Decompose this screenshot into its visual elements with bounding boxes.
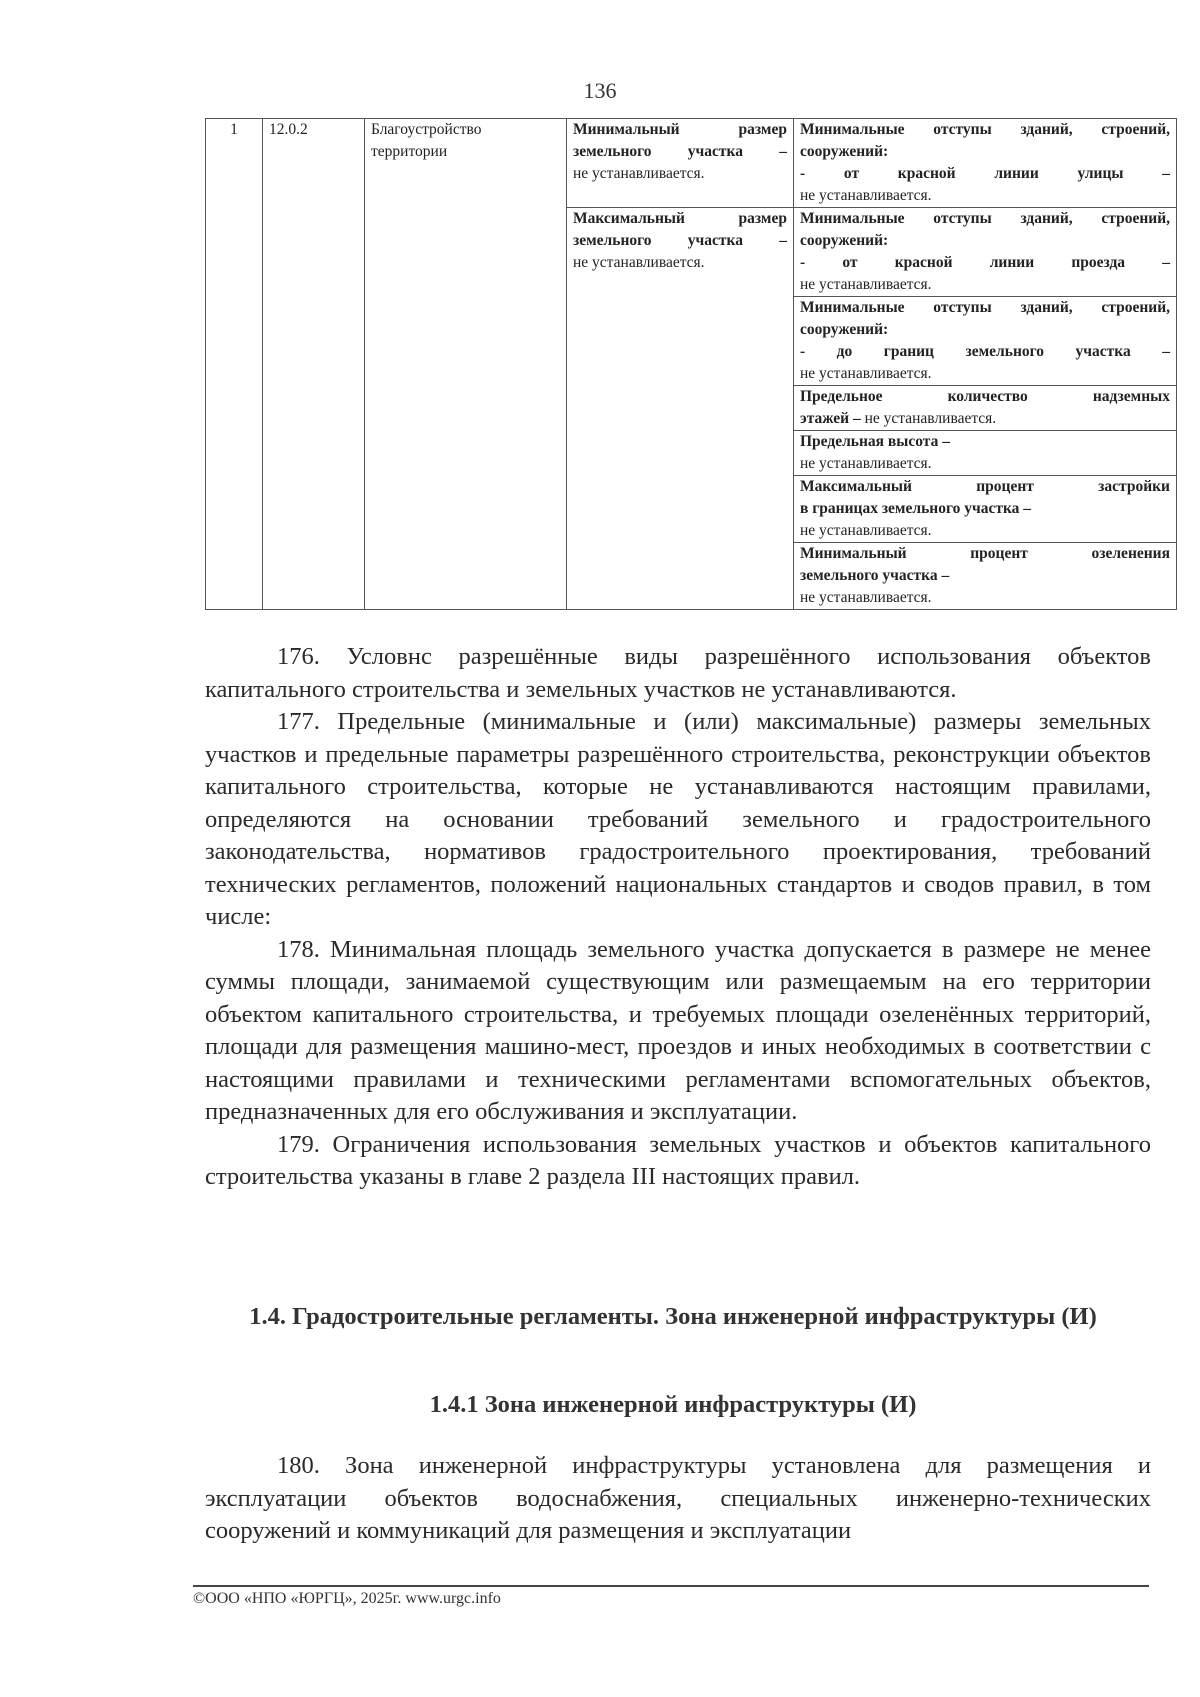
param-line2: в границах земельного участка – — [800, 500, 1032, 517]
param-value: не устанавливается. — [800, 455, 932, 472]
param-value: не устанавливается. — [800, 187, 932, 204]
min-plot-size-label: Минимальный размер земельного участка – — [573, 121, 787, 160]
param-line1: Предельное количество надземных — [800, 388, 1170, 405]
use-code: 12.0.2 — [263, 119, 365, 610]
paragraph-180: 180. Зона инженерной инфраструктуры установлена для размещения и эксплуатации объектов водоснабжения, специальных инженерно-технических сооружений и коммуникаций для размещения и эксплуатации — [205, 1452, 1151, 1544]
setback-street-cell — [794, 119, 1177, 208]
setback-driveway-cell — [794, 208, 1177, 297]
param-item: - до границ земельного участка – — [800, 343, 1170, 360]
param-value: не устанавливается. — [800, 365, 932, 382]
setback-boundary-cell — [794, 297, 1177, 386]
table-row — [206, 119, 1177, 208]
paragraph-178: 178. Минимальная площадь земельного участка допускается в размере не менее суммы площади, занимаемой существующим или размещаемым на его территории объектом капитального строительства, и требуемых площади озеленённых территорий, площади для размещения машино-мест, проездов и иных необходимых в соответствии с настоящими правилами и техническими регламентами вспомогательных объектов, предназначенных для его обслуживания и эксплуатации. — [205, 935, 1151, 1125]
page-number: 136 — [583, 78, 617, 103]
paragraph-179: 179. Ограничения использования земельных участков и объектов капитального строительства указаны в главе 2 раздела III настоящих правил. — [205, 1130, 1151, 1190]
param-value: не устанавливается. — [800, 276, 932, 293]
param-item: - от красной линии улицы – — [800, 165, 1170, 182]
param-value: не устанавливается. — [864, 410, 997, 427]
max-plot-size-cell — [567, 208, 794, 610]
footer-copyright: ©ООО «НПО «ЮРГЦ», 2025г. www.urgc.info — [193, 1590, 501, 1607]
max-floors-cell — [794, 386, 1177, 431]
max-coverage-cell — [794, 476, 1177, 543]
row-number: 1 — [206, 119, 263, 610]
min-plot-size-cell — [567, 119, 794, 208]
param-title: Минимальные отступы зданий, строений, сооружений: — [800, 210, 1170, 249]
param-title: Минимальные отступы зданий, строений, сооружений: — [800, 121, 1170, 160]
paragraph-177: 177. Предельные (минимальные и (или) максимальные) размеры земельных участков и предельные параметры разрешённого строительства, реконструкции объектов капитального строительства, которые не устанавливаются настоящим правилами, определяются на основании требований земельного и градостроительного законодательства, нормативов градостроительного проектирования, требований технических регламентов, положений национальных стандартов и сводов правил, в том числе: — [205, 708, 1151, 930]
section-heading: 1.4. Градостроительные регламенты. Зона инженерной инфраструктуры (И) — [249, 1303, 1097, 1330]
param-line2: этажей – — [800, 410, 861, 427]
param-line1: Максимальный процент застройки — [800, 478, 1170, 495]
param-value: не устанавливается. — [800, 522, 932, 539]
paragraph-176: 176. Условнс разрешённые виды разрешённого использования объектов капитального строительства и земельных участков не устанавливаются. — [205, 643, 1151, 703]
max-plot-size-label: Максимальный размер земельного участка – — [573, 210, 787, 249]
param-line2: земельного участка – — [800, 567, 950, 584]
min-plot-size-value: не устанавливается. — [573, 165, 705, 182]
param-line1: Минимальный процент озеленения — [800, 545, 1170, 562]
param-title: Минимальные отступы зданий, строений, сооружений: — [800, 299, 1170, 338]
body-paragraphs — [205, 641, 1151, 1194]
paragraph-180-block — [205, 1450, 1151, 1548]
max-height-cell — [794, 431, 1177, 476]
param-value: не устанавливается. — [800, 589, 932, 606]
min-greenery-cell — [794, 543, 1177, 610]
max-plot-size-value: не устанавливается. — [573, 254, 705, 271]
param-item: - от красной линии проезда – — [800, 254, 1170, 271]
subsection-heading: 1.4.1 Зона инженерной инфраструктуры (И) — [429, 1391, 917, 1418]
param-line1: Предельная высота – — [800, 433, 950, 450]
footer-divider — [193, 1585, 1149, 1587]
use-name: Благоустройство территории — [365, 119, 567, 610]
regulations-table — [205, 118, 1177, 610]
